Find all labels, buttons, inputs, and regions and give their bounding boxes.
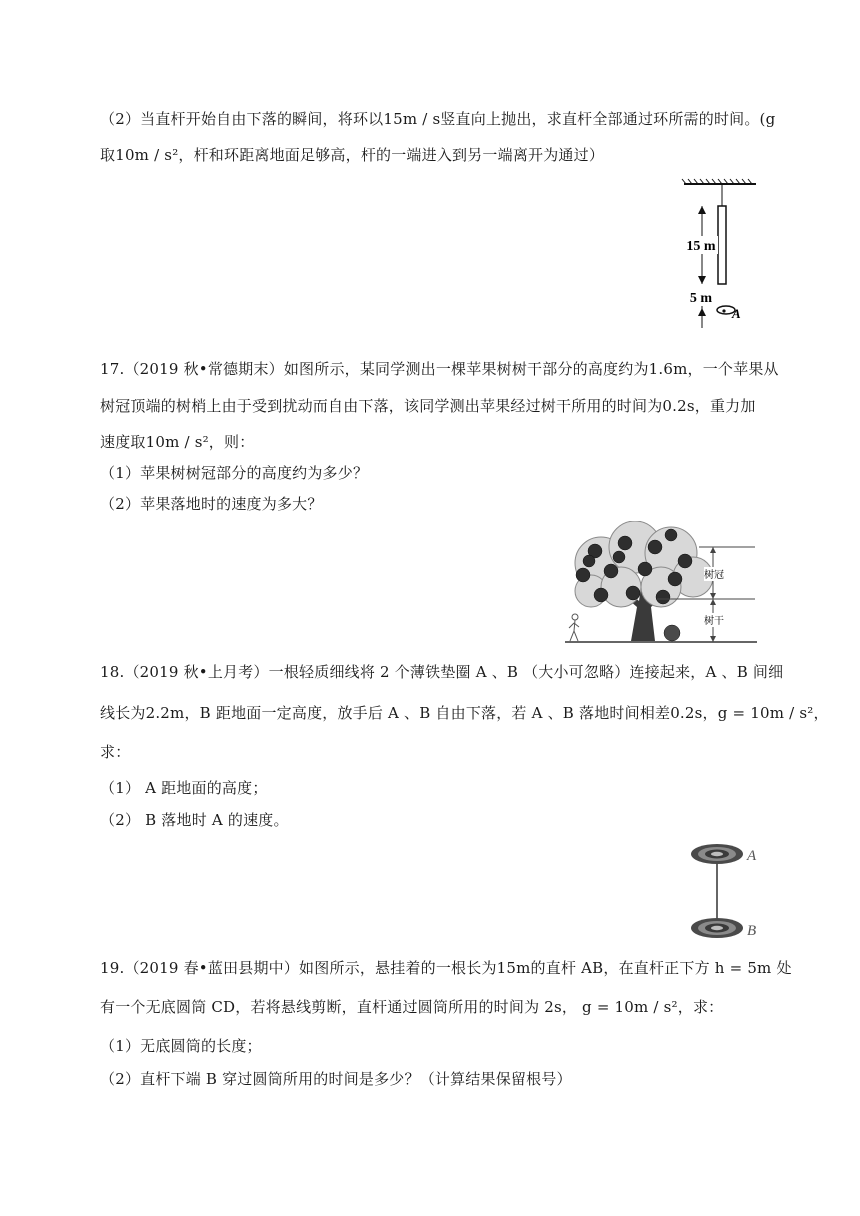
trunk-label: 树干 [704,616,724,627]
crown-label: 树冠 [704,570,724,581]
figure-washers [689,840,765,944]
figure-apple-tree [561,521,757,645]
problem-19-line1: 19.（2019 春•蓝田县期中）如图所示，悬挂着的一根长为15m的直杆 AB，在直杆正下方 h = 5m 处 [100,959,792,977]
problem-19-line2: 有一个无底圆筒 CD，若将悬线剪断，直杆通过圆筒所用的时间为 2s， g = 10m / s²，求： [100,998,724,1016]
problem-17-line2: 树冠顶端的树梢上由于受到扰动而自由下落，该同学测出苹果经过树干所用的时间为0.2s，重力加 [100,397,756,415]
problem-17-line3: 速度取10m / s²，则： [100,433,255,451]
washer-label-A: A [747,848,757,864]
rod-length-label: 15 m [686,239,716,254]
problem-18-line1: 18.（2019 秋•上月考）一根轻质细线将 2 个薄铁垫圈 A 、B （大小可忽略）连接起来，A 、B 间细 [100,663,784,681]
problem-18-sub2: （2） B 落地时 A 的速度。 [100,811,289,829]
problem-19-sub1: （1）无底圆筒的长度； [100,1037,262,1055]
problem-16-part2-line2: 取10m / s²，杆和环距离地面足够高，杆的一端进入到另一端离开为通过） [100,146,605,164]
gap-length-label: 5 m [689,291,713,306]
problem-18-line3: 求： [100,743,131,761]
problem-17-sub1: （1）苹果树树冠部分的高度约为多少？ [100,464,369,482]
problem-19-sub2: （2）直杆下端 B 穿过圆筒所用的时间是多少？（计算结果保留根号） [100,1070,572,1088]
problem-18-sub1: （1） A 距地面的高度； [100,779,268,797]
problem-18-line2: 线长为2.2m，B 距地面一定高度，放手后 A 、B 自由下落，若 A 、B 落地时间相差0.2s，g = 10m / s²， [100,704,829,722]
problem-16-part2-line1: （2）当直杆开始自由下落的瞬间，将环以15m / s竖直向上抛出，求直杆全部通过环所需的时间。(g [100,110,776,128]
figure-hanging-rod [672,178,762,328]
problem-17-sub2: （2）苹果落地时的速度为多大？ [100,495,323,513]
washer-label-B: B [747,923,757,939]
problem-17-line1: 17.（2019 秋•常德期末）如图所示，某同学测出一棵苹果树树干部分的高度约为1.6m，一个苹果从 [100,360,779,378]
ring-label-A: A [732,306,741,321]
